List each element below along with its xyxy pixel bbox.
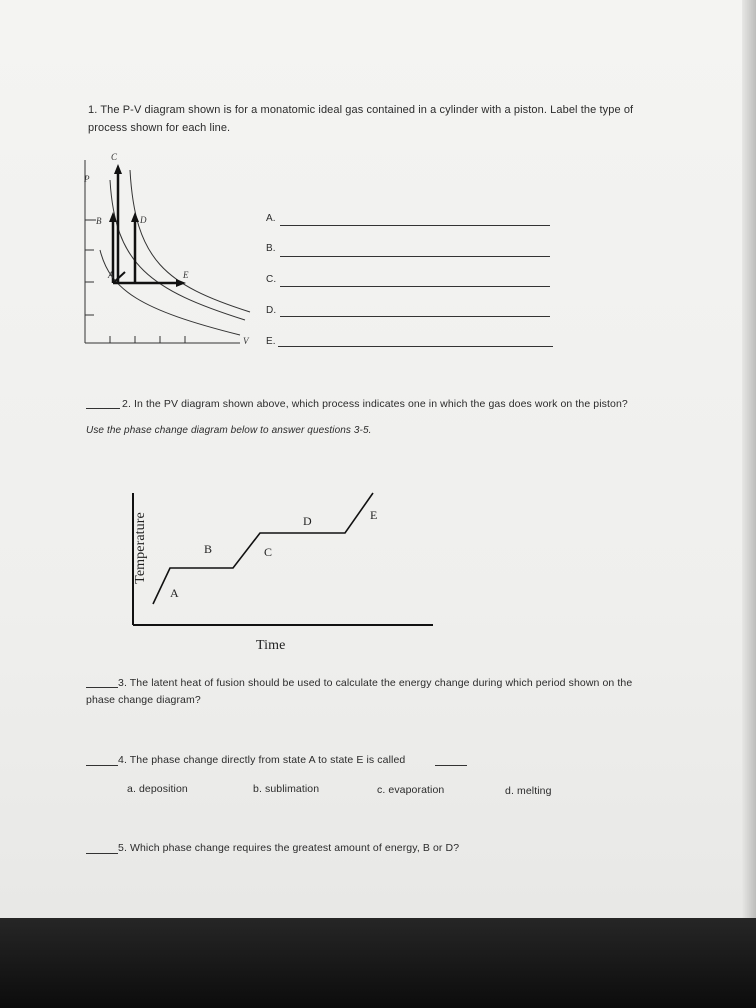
pv-label-c: C bbox=[111, 152, 118, 162]
answer-label-a: A. bbox=[266, 213, 276, 224]
q4-text: 4. The phase change directly from state A to state E is called bbox=[118, 754, 406, 766]
pv-diagram bbox=[80, 150, 260, 350]
answer-label-e: E. bbox=[266, 336, 276, 347]
answer-blank-e[interactable] bbox=[278, 346, 553, 347]
q4-option-c: c. evaporation bbox=[377, 784, 445, 796]
phase-label-c: C bbox=[264, 545, 273, 559]
heating-curve bbox=[153, 493, 373, 604]
q3-answer-blank[interactable] bbox=[86, 687, 118, 688]
q4-inline-blank[interactable] bbox=[435, 765, 467, 766]
q2-text: 2. In the PV diagram shown above, which process indicates one in which the gas does work on the piston? bbox=[122, 398, 628, 410]
adiabat-curve bbox=[100, 250, 240, 335]
answer-blank-d[interactable] bbox=[280, 316, 550, 317]
background-shadow bbox=[0, 918, 756, 1008]
phase-label-a: A bbox=[170, 586, 179, 600]
answer-label-b: B. bbox=[266, 243, 276, 254]
q1-text-line1: 1. The P-V diagram shown is for a monatomic ideal gas contained in a cylinder with a piston. Label the type of bbox=[88, 104, 634, 116]
answer-label-c: C. bbox=[266, 274, 277, 285]
q4-option-b: b. sublimation bbox=[253, 783, 320, 795]
phase-change-diagram bbox=[125, 488, 445, 633]
phase-xlabel: Time bbox=[256, 638, 286, 653]
q5-answer-blank[interactable] bbox=[86, 853, 118, 854]
answer-label-d: D. bbox=[266, 305, 277, 316]
phase-label-b: B bbox=[204, 542, 213, 556]
pv-label-a: A bbox=[108, 270, 114, 280]
q4-option-a: a. deposition bbox=[127, 783, 188, 795]
pv-label-b: B bbox=[96, 216, 102, 226]
phase-ylabel: Temperature bbox=[133, 512, 148, 584]
q4-answer-blank[interactable] bbox=[86, 765, 118, 766]
q5-text: 5. Which phase change requires the greatest amount of energy, B or D? bbox=[118, 842, 460, 854]
pv-label-d: D bbox=[140, 215, 147, 225]
phase-instruction: Use the phase change diagram below to answer questions 3-5. bbox=[86, 425, 372, 436]
phase-label-d: D bbox=[303, 514, 312, 528]
isotherm-curve-1 bbox=[110, 180, 245, 320]
answer-blank-b[interactable] bbox=[280, 256, 550, 257]
page-edge bbox=[742, 0, 756, 918]
answer-blank-c[interactable] bbox=[280, 286, 550, 287]
phase-label-e: E bbox=[370, 508, 378, 522]
q2-answer-blank[interactable] bbox=[86, 408, 120, 409]
isotherm-curve-2 bbox=[130, 170, 250, 312]
q1-text-line2: process shown for each line. bbox=[88, 122, 231, 134]
answer-blank-a[interactable] bbox=[280, 225, 550, 226]
pv-v-axis-label: V bbox=[243, 336, 249, 346]
q3-text-line1: 3. The latent heat of fusion should be used to calculate the energy change during which period shown on the bbox=[118, 677, 633, 689]
q4-option-d: d. melting bbox=[505, 785, 552, 797]
pv-label-e: E bbox=[183, 270, 189, 280]
q3-text-line2: phase change diagram? bbox=[86, 694, 201, 706]
pv-p-axis-label: P bbox=[84, 174, 90, 184]
